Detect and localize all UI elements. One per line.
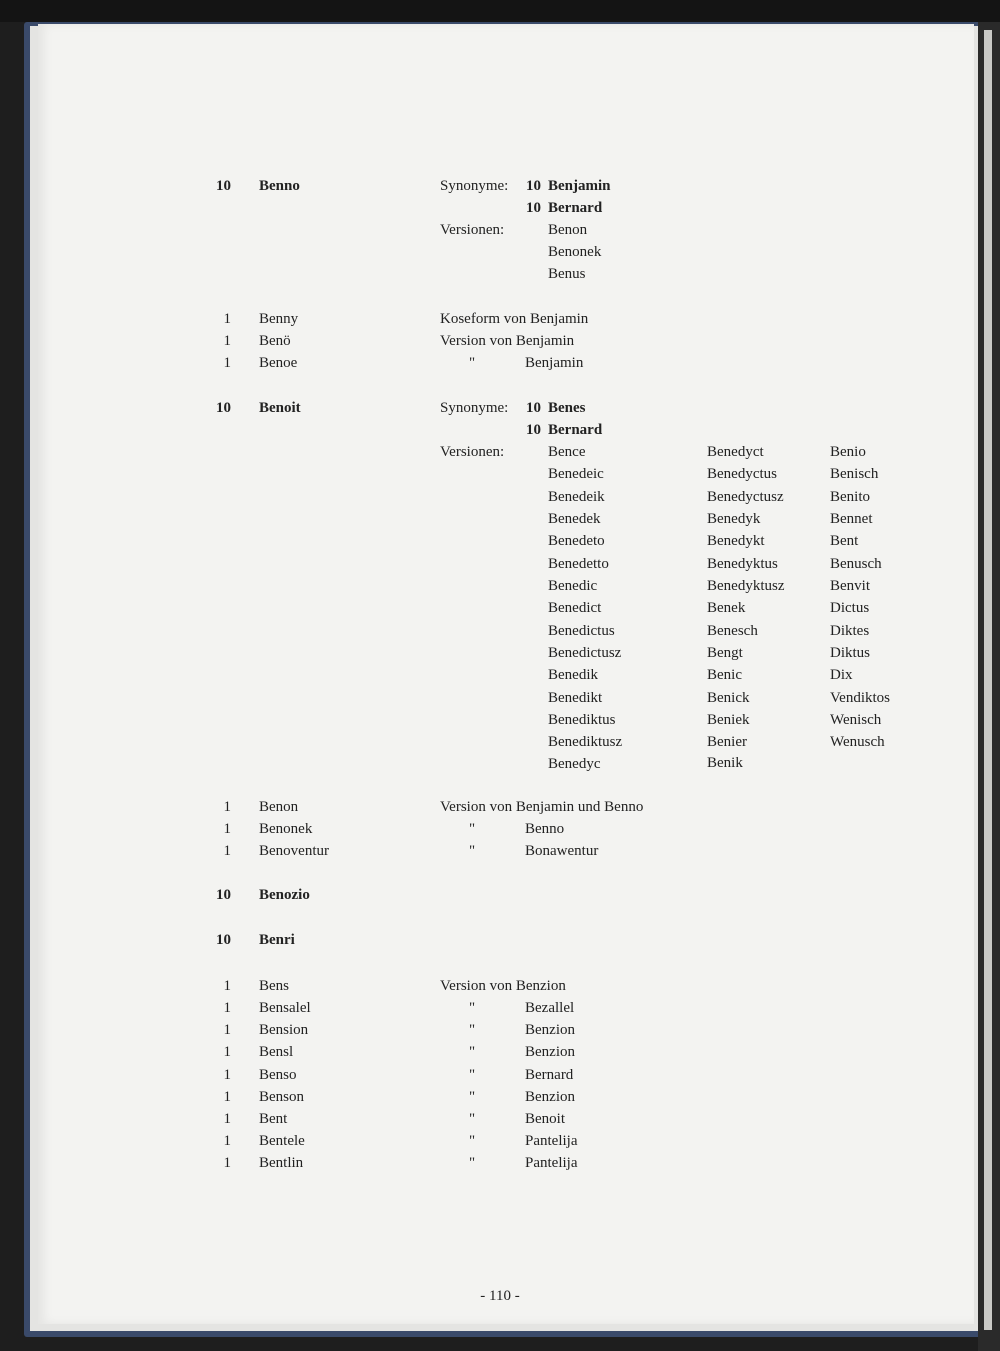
version-name: Benedek [548, 511, 601, 527]
version-name: Benedikt [548, 690, 603, 706]
versions-label: Versionen: [440, 444, 505, 460]
entry-bentlin [0, 1152, 1000, 1174]
version-name: Diktus [830, 645, 871, 661]
entry-frequency: 1 [223, 821, 231, 837]
version-name: Bent [830, 533, 859, 549]
version-name: Benvit [830, 578, 870, 594]
entry-frequency: 1 [223, 1000, 231, 1016]
version-name: Benusch [830, 556, 882, 572]
synonym-name: Bernard [548, 200, 603, 216]
ditto-mark: " [468, 1155, 476, 1171]
entry-description: Koseform von Benjamin [440, 311, 589, 327]
entry-name: Bentlin [259, 1155, 304, 1171]
ditto-mark: " [468, 1133, 476, 1149]
entry-frequency: 1 [223, 355, 231, 371]
entry-reference: Benno [525, 821, 565, 837]
entry-beno-umlaut [0, 330, 1000, 352]
version-name: Benedeto [548, 533, 605, 549]
entry-benoventur [0, 840, 1000, 862]
synonyms-label: Synonyme: [440, 178, 509, 194]
version-name: Benedic [548, 578, 598, 594]
entry-benozio [0, 884, 1000, 906]
entry-reference: Benjamin [525, 355, 584, 371]
version-name: Benedeic [548, 466, 604, 482]
version-name: Benonek [548, 244, 602, 260]
version-name: Benedyktusz [707, 578, 785, 594]
ditto-mark: " [468, 843, 476, 859]
entry-description: Version von Benzion [440, 978, 566, 994]
entry-name: Bentele [259, 1133, 305, 1149]
version-name: Wenisch [830, 712, 882, 728]
synonym-frequency: 10 [526, 200, 541, 216]
entry-frequency: 10 [216, 400, 231, 416]
entry-frequency: 1 [223, 978, 231, 994]
version-name: Benedyk [707, 511, 761, 527]
entry-bensalel [0, 997, 1000, 1019]
entry-description: Version von Benjamin und Benno [440, 799, 644, 815]
version-name: Benedyctus [707, 466, 777, 482]
version-name: Benedyct [707, 444, 764, 460]
ditto-mark: " [468, 1000, 476, 1016]
synonym-name: Bernard [548, 422, 603, 438]
version-name: Bennet [830, 511, 873, 527]
version-name: Dix [830, 667, 853, 683]
ditto-mark: " [468, 355, 476, 371]
version-name: Benus [548, 266, 586, 282]
entry-name: Benoit [259, 400, 301, 416]
entry-name: Benozio [259, 887, 310, 903]
synonym-name: Benes [548, 400, 586, 416]
version-name: Benediktusz [548, 734, 623, 750]
entry-name: Benoventur [259, 843, 329, 859]
ditto-mark: " [468, 1089, 476, 1105]
entry-reference: Pantelija [525, 1133, 578, 1149]
entry-bens [0, 975, 1000, 997]
version-name: Bence [548, 444, 586, 460]
version-name: Benedykt [707, 533, 765, 549]
entry-frequency: 1 [223, 1155, 231, 1171]
entry-frequency: 1 [223, 333, 231, 349]
version-name: Benedictus [548, 623, 615, 639]
entry-name: Bensl [259, 1044, 294, 1060]
entry-name: Bent [259, 1111, 288, 1127]
entry-reference: Benzion [525, 1044, 575, 1060]
entry-benny [0, 308, 1000, 330]
entry-reference: Bezallel [525, 1000, 575, 1016]
version-name: Benier [707, 734, 747, 750]
version-name: Benic [707, 667, 742, 683]
entry-frequency: 1 [223, 1067, 231, 1083]
entry-name: Benri [259, 932, 295, 948]
entry-reference: Benzion [525, 1089, 575, 1105]
version-name: Benio [830, 444, 866, 460]
version-name: Benik [707, 755, 743, 771]
version-name: Benedict [548, 600, 602, 616]
version-name: Benediktus [548, 712, 616, 728]
entry-benri [0, 929, 1000, 951]
entry-name: Bensalel [259, 1000, 311, 1016]
entry-reference: Benzion [525, 1022, 575, 1038]
entry-frequency: 1 [223, 1022, 231, 1038]
entry-name: Benoe [259, 355, 298, 371]
version-name: Benek [707, 600, 746, 616]
entry-frequency: 1 [223, 1111, 231, 1127]
entry-frequency: 1 [223, 311, 231, 327]
entry-name: Benö [259, 333, 291, 349]
version-name: Benedyctusz [707, 489, 784, 505]
version-name: Benedeik [548, 489, 605, 505]
entry-name: Benson [259, 1089, 304, 1105]
entry-reference: Bonawentur [525, 843, 599, 859]
entry-benoe [0, 352, 1000, 374]
entry-bension [0, 1019, 1000, 1041]
version-name: Benedetto [548, 556, 609, 572]
version-name: Diktes [830, 623, 870, 639]
synonym-frequency: 10 [526, 400, 541, 416]
synonym-frequency: 10 [526, 178, 541, 194]
version-name: Vendiktos [830, 690, 890, 706]
synonym-name: Benjamin [548, 178, 611, 194]
version-name: Bengt [707, 645, 743, 661]
ditto-mark: " [468, 1111, 476, 1127]
version-name: Benon [548, 222, 588, 238]
entry-frequency: 1 [223, 1133, 231, 1149]
version-name: Beniek [707, 712, 750, 728]
entry-name: Benonek [259, 821, 313, 837]
entry-benonek [0, 818, 1000, 840]
version-name: Dictus [830, 600, 870, 616]
entry-name: Benno [259, 178, 300, 194]
synonym-frequency: 10 [526, 422, 541, 438]
ditto-mark: " [468, 1067, 476, 1083]
entry-benson [0, 1086, 1000, 1108]
entry-frequency: 1 [223, 1044, 231, 1060]
ditto-mark: " [468, 1044, 476, 1060]
entry-bentele [0, 1130, 1000, 1152]
entry-bent [0, 1108, 1000, 1130]
version-name: Benedyc [548, 756, 601, 772]
version-name: Benito [830, 489, 870, 505]
version-name: Benesch [707, 623, 758, 639]
entry-name: Benny [259, 311, 299, 327]
synonyms-label: Synonyme: [440, 400, 509, 416]
entry-benon [0, 796, 1000, 818]
version-name: Benedik [548, 667, 598, 683]
entry-benso [0, 1064, 1000, 1086]
page-number: - 110 - [480, 1288, 520, 1304]
entry-name: Benso [259, 1067, 297, 1083]
entry-reference: Benoit [525, 1111, 565, 1127]
entry-frequency: 1 [223, 843, 231, 859]
ditto-mark: " [468, 1022, 476, 1038]
ditto-mark: " [468, 821, 476, 837]
entry-frequency: 10 [216, 887, 231, 903]
version-name: Benisch [830, 466, 879, 482]
version-name: Benedyktus [707, 556, 778, 572]
entry-reference: Bernard [525, 1067, 574, 1083]
entry-name: Bens [259, 978, 289, 994]
entry-frequency: 1 [223, 799, 231, 815]
entry-frequency: 10 [216, 178, 231, 194]
entry-bensl [0, 1041, 1000, 1063]
entry-frequency: 1 [223, 1089, 231, 1105]
entry-name: Benon [259, 799, 299, 815]
version-name: Wenusch [830, 734, 885, 750]
versions-label: Versionen: [440, 222, 505, 238]
version-name: Benedictusz [548, 645, 622, 661]
entry-description: Version von Benjamin [440, 333, 575, 349]
version-name: Benick [707, 690, 750, 706]
entry-name: Bension [259, 1022, 309, 1038]
entry-frequency: 10 [216, 932, 231, 948]
entry-reference: Pantelija [525, 1155, 578, 1171]
